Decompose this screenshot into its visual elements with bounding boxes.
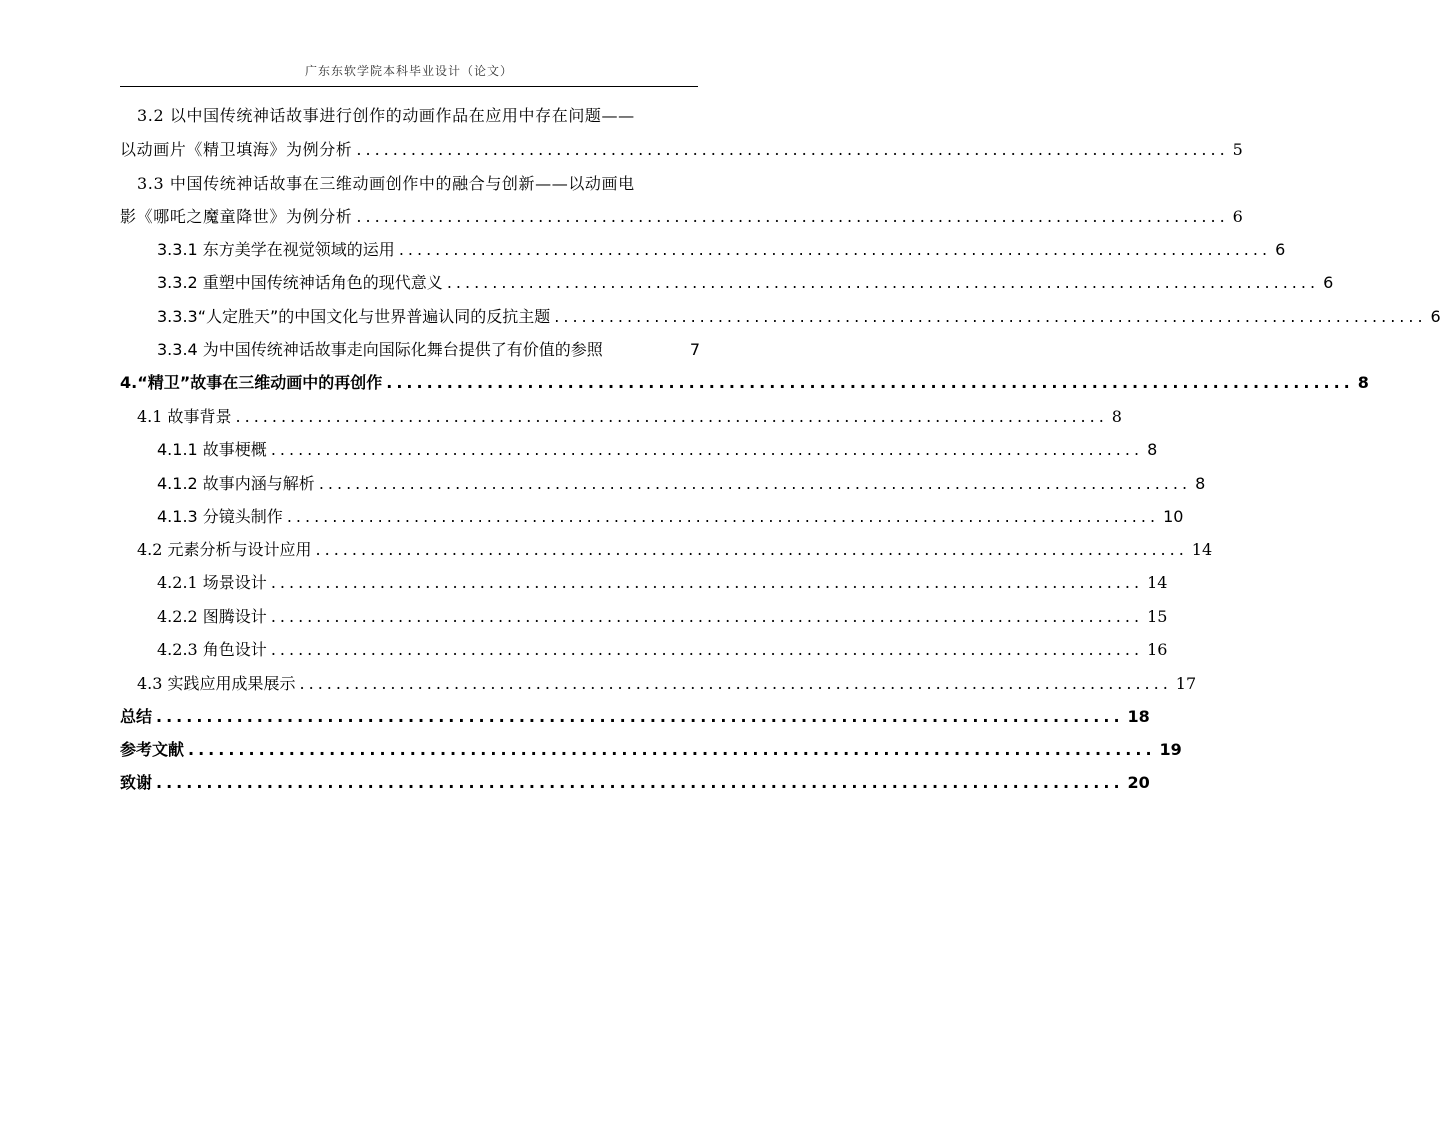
leader-dots: ................................................................................................ bbox=[398, 240, 1272, 259]
toc-entry-label: 3.3.4 为中国传统神话故事走向国际化舞台提供了有价值的参照 bbox=[157, 340, 603, 359]
leader-dots: ................................................................................................ bbox=[188, 740, 1156, 759]
toc-entry-3-3[interactable] bbox=[120, 207, 1244, 227]
toc-page-number: 8 bbox=[1195, 474, 1206, 493]
toc-entry-4-1-3[interactable] bbox=[157, 507, 1184, 527]
leader-dots: ................................................................................................ bbox=[386, 373, 1354, 392]
leader-dots: ................................................................................................ bbox=[156, 707, 1124, 726]
toc-entry-label: 4.1 故事背景 bbox=[137, 407, 232, 426]
toc-entry-label: 4.1.2 故事内涵与解析 bbox=[157, 474, 315, 493]
toc-entry-label: 4.2.2 图腾设计 bbox=[157, 607, 267, 626]
toc-entry-label: 4.2.3 角色设计 bbox=[157, 640, 267, 659]
toc-page-number: 5 bbox=[1232, 140, 1244, 159]
toc-entry-3-3-4[interactable] bbox=[157, 340, 700, 360]
toc-entry-label: 致谢 bbox=[120, 773, 153, 792]
toc-page-number: 10 bbox=[1163, 507, 1184, 526]
toc-entry-4-1-2[interactable] bbox=[157, 474, 1206, 494]
toc-entry-4-2-3[interactable] bbox=[157, 640, 1168, 660]
toc-page-number: 6 bbox=[1323, 273, 1334, 292]
toc-entry-acknowledgements[interactable] bbox=[120, 773, 1150, 793]
toc-page-number: 18 bbox=[1127, 707, 1150, 726]
toc-entry-label: 3.3.2 重塑中国传统神话角色的现代意义 bbox=[157, 273, 443, 292]
leader-dots: ................................................................................................ bbox=[156, 773, 1124, 792]
toc-page-number: 16 bbox=[1147, 640, 1168, 659]
leader-dots: ................................................................................................ bbox=[318, 474, 1192, 493]
toc-entry-4-2-1[interactable] bbox=[157, 573, 1168, 593]
toc-entry-3-3-1[interactable] bbox=[157, 240, 1286, 260]
leader-dots: ................................................................................................ bbox=[270, 607, 1144, 626]
leader-dots: ................................................................................................ bbox=[554, 307, 1427, 326]
toc-page-number: 6 bbox=[1430, 307, 1441, 326]
toc-page-number: 8 bbox=[1147, 440, 1158, 459]
toc-entry-4[interactable] bbox=[120, 373, 1369, 393]
toc-entry-label: 4.1.3 分镜头制作 bbox=[157, 507, 283, 526]
toc-page-number: 19 bbox=[1159, 740, 1182, 759]
leader-dots: ................................................................................................ bbox=[356, 207, 1229, 226]
toc-entry-summary[interactable] bbox=[120, 707, 1150, 727]
toc-page-number: 8 bbox=[1357, 373, 1369, 392]
toc-entry-label: 3.3.1 东方美学在视觉领域的运用 bbox=[157, 240, 395, 259]
toc-page-number: 6 bbox=[1275, 240, 1286, 259]
toc-entry-label: 以动画片《精卫填海》为例分析 bbox=[120, 140, 353, 159]
toc-entry-label: 4.1.1 故事梗概 bbox=[157, 440, 267, 459]
leader-dots: ................................................................................................ bbox=[286, 507, 1160, 526]
toc-entry-label: 4.2 元素分析与设计应用 bbox=[137, 540, 312, 559]
toc-entry-4-2-2[interactable] bbox=[157, 607, 1168, 627]
toc-entry-label: 4.3 实践应用成果展示 bbox=[137, 674, 296, 693]
toc-entry-label: 3.3.3“人定胜天”的中国文化与世界普遍认同的反抗主题 bbox=[157, 307, 551, 326]
leader-dots: ................................................................................................ bbox=[299, 674, 1172, 693]
toc-entry-label: 影《哪吒之魔童降世》为例分析 bbox=[120, 207, 353, 226]
toc-entry-label: 4.2.1 场景设计 bbox=[157, 573, 267, 592]
toc-page-number: 8 bbox=[1111, 407, 1122, 426]
toc-entry-3-2-line1[interactable]: 3.2 以中国传统神话故事进行创作的动画作品在应用中存在问题—— bbox=[137, 106, 635, 125]
leader-dots: ................................................................................................ bbox=[235, 407, 1108, 426]
leader-dots: ................................................................................................ bbox=[270, 440, 1144, 459]
leader-dots: ................................................................................................ bbox=[270, 573, 1144, 592]
toc-entry-label: 4.“精卫”故事在三维动画中的再创作 bbox=[120, 373, 383, 392]
toc-entry-3-3-2[interactable] bbox=[157, 273, 1334, 293]
leader-dots: ................................................................................................ bbox=[315, 540, 1188, 559]
toc-entry-label: 总结 bbox=[120, 707, 153, 726]
toc-entry-label: 参考文献 bbox=[120, 740, 185, 759]
leader-dots: ................................................................................................ bbox=[270, 640, 1144, 659]
toc-entry-4-1-1[interactable] bbox=[157, 440, 1158, 460]
toc-entry-references[interactable] bbox=[120, 740, 1182, 760]
toc-entry-3-2[interactable] bbox=[120, 140, 1244, 160]
toc-page-number: 20 bbox=[1127, 773, 1150, 792]
toc-page-number: 14 bbox=[1147, 573, 1168, 592]
leader-dots: ................................................................................................ bbox=[356, 140, 1229, 159]
toc-page-number: 15 bbox=[1147, 607, 1168, 626]
page-header: 广东东软学院本科毕业设计（论文） bbox=[304, 64, 513, 78]
toc-page-number: 17 bbox=[1175, 674, 1197, 693]
toc-page-number: 7 bbox=[689, 340, 700, 359]
toc-entry-4-2[interactable] bbox=[137, 540, 1213, 560]
toc-entry-4-1[interactable] bbox=[137, 407, 1122, 427]
leader-dots: ................................................................................................ bbox=[446, 273, 1320, 292]
toc-entry-3-3-3[interactable] bbox=[157, 307, 1441, 327]
toc-entry-3-3-line1[interactable]: 3.3 中国传统神话故事在三维动画创作中的融合与创新——以动画电 bbox=[137, 174, 635, 193]
toc-entry-4-3[interactable] bbox=[137, 674, 1197, 694]
toc-page-number: 14 bbox=[1191, 540, 1213, 559]
toc-page-number: 6 bbox=[1232, 207, 1244, 226]
